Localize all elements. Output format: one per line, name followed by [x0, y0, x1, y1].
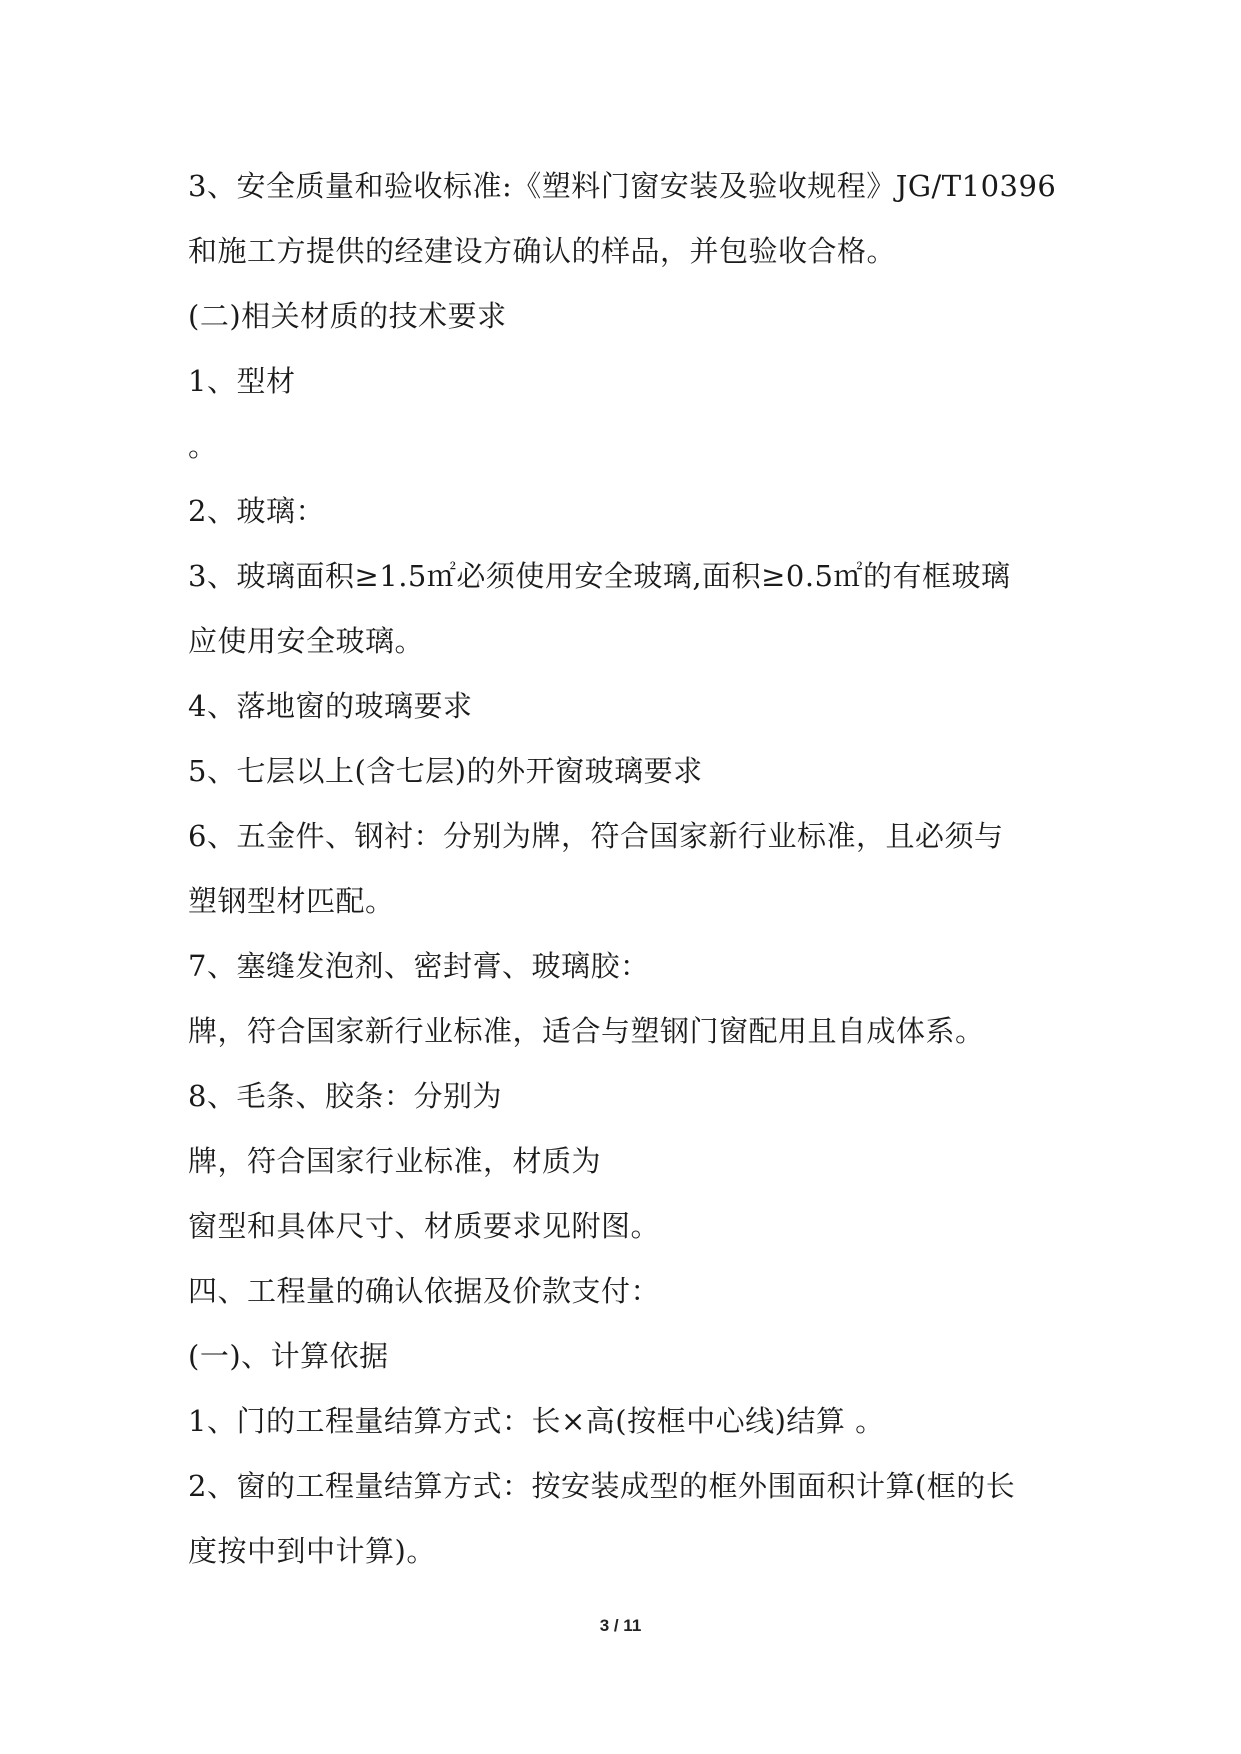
body-line: 塑钢型材匹配。: [188, 884, 395, 918]
body-line: 。: [188, 429, 218, 463]
body-line: 5、七层以上(含七层)的外开窗玻璃要求: [188, 754, 703, 788]
body-line: 窗型和具体尺寸、材质要求见附图。: [188, 1209, 661, 1243]
body-line: 8、毛条、胶条：分别为: [188, 1079, 502, 1113]
document-body: [188, 158, 1068, 1588]
body-line: 3、玻璃面积≥1.5㎡必须使用安全玻璃,面积≥0.5㎡的有框玻璃: [188, 559, 1011, 593]
body-line: 3、安全质量和验收标准:《塑料门窗安装及验收规程》JG/T10396: [188, 169, 1057, 203]
body-line: 2、玻璃：: [188, 494, 325, 528]
body-line: 度按中到中计算)。: [188, 1534, 436, 1568]
page-number: 3 / 11: [599, 1616, 642, 1635]
subsection-heading: (一)、计算依据: [188, 1339, 389, 1373]
body-line: 应使用安全玻璃。: [188, 624, 425, 658]
section-heading: (二)相关材质的技术要求: [188, 299, 507, 333]
body-line: 6、五金件、钢衬：分别为牌，符合国家新行业标准，且必须与: [188, 819, 1004, 853]
body-line: 牌，符合国家新行业标准，适合与塑钢门窗配用且自成体系。: [188, 1014, 985, 1048]
body-line: 1、门的工程量结算方式：长×高(按框中心线)结算 。: [188, 1404, 885, 1438]
section-heading: 四、工程量的确认依据及价款支付：: [188, 1274, 661, 1308]
body-line: 和施工方提供的经建设方确认的样品，并包验收合格。: [188, 234, 897, 268]
body-line: 4、落地窗的玻璃要求: [188, 689, 473, 723]
body-line: 7、塞缝发泡剂、密封膏、玻璃胶：: [188, 949, 650, 983]
body-line: 2、窗的工程量结算方式：按安装成型的框外围面积计算(框的长: [188, 1469, 1016, 1503]
body-line: 1、型材: [188, 364, 296, 398]
body-line: 牌，符合国家行业标准，材质为: [188, 1144, 602, 1178]
